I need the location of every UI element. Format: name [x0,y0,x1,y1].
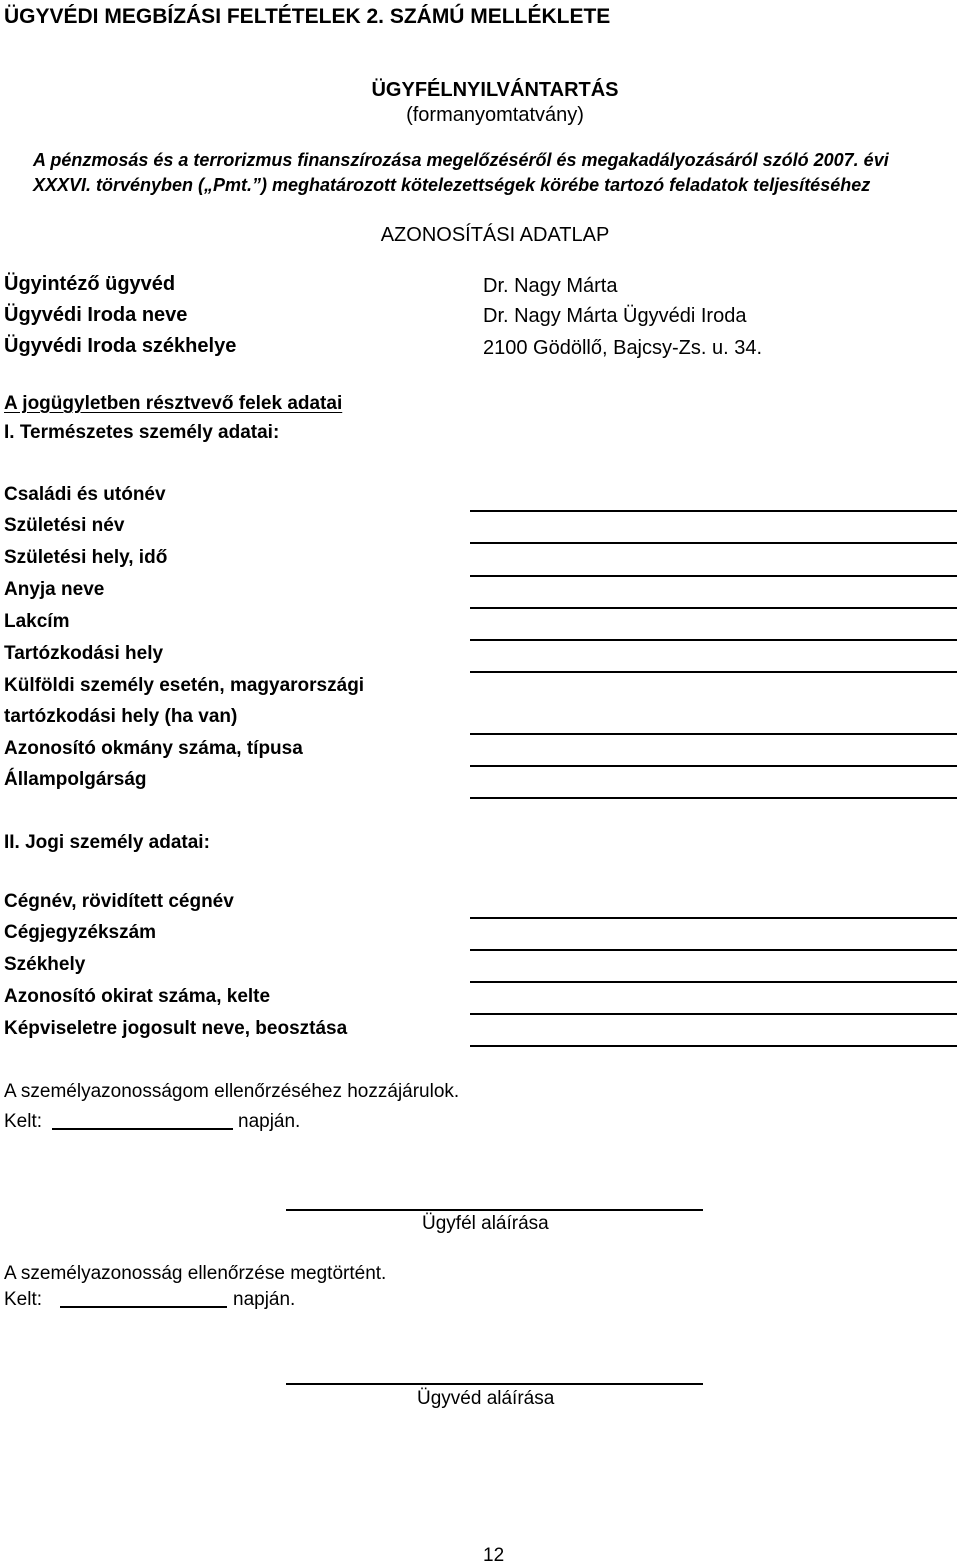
sheet-title: AZONOSÍTÁSI ADATLAP [380,224,610,246]
field-label-citizenship: Állampolgárság [4,769,147,790]
document-number-input-line[interactable] [470,1013,957,1015]
law-reference-line-1: A pénzmosás és a terrorizmus finanszírozása megelőzéséről és megakadályozásáról szóló 2007. évi [33,150,889,170]
registration-number-input-line[interactable] [470,949,957,951]
verification-date-input-line[interactable] [60,1306,227,1308]
field-label-birth-name: Születési név [4,515,125,536]
family-name-input-line[interactable] [470,510,957,512]
consent-dated-label: Kelt: [4,1111,43,1132]
office-value-name: Dr. Nagy Márta Ügyvédi Iroda [483,305,747,327]
page-number: 12 [483,1545,505,1566]
consent-text: A személyazonosságom ellenőrzéséhez hozzájárulok. [4,1081,460,1102]
field-label-birth-place-date: Születési hely, idő [4,547,168,568]
verification-text: A személyazonosság ellenőrzése megtörtént. [4,1263,387,1284]
field-label-foreign-residence-line-2: tartózkodási hely (ha van) [4,706,238,727]
office-value-seat: 2100 Gödöllő, Bajcsy-Zs. u. 34. [483,337,763,359]
mother-name-input-line[interactable] [470,607,957,609]
consent-date-input-line[interactable] [52,1128,233,1130]
company-name-input-line[interactable] [470,917,957,919]
id-document-input-line[interactable] [470,765,957,767]
field-label-representative: Képviseletre jogosult neve, beosztása [4,1018,348,1039]
field-label-family-name: Családi és utónév [4,484,166,505]
natural-person-heading: I. Természetes személy adatai: [4,422,280,443]
field-label-seat: Székhely [4,954,86,975]
field-label-mother-name: Anyja neve [4,579,105,600]
verification-dated-label: Kelt: [4,1289,43,1310]
residence-input-line[interactable] [470,671,957,673]
document-header: ÜGYVÉDI MEGBÍZÁSI FELTÉTELEK 2. SZÁMÚ MELLÉKLETE [4,5,611,28]
office-label-lawyer: Ügyintéző ügyvéd [4,273,176,295]
client-signature-line[interactable] [286,1209,703,1211]
representative-input-line[interactable] [470,1045,957,1047]
birth-name-input-line[interactable] [470,542,957,544]
form-subtitle: (formanyomtatvány) [406,104,584,126]
lawyer-signature-line[interactable] [286,1383,703,1385]
parties-heading: A jogügyletben résztvevő felek adatai [4,393,343,414]
verification-dated-suffix: napján. [233,1289,296,1310]
field-label-residence: Tartózkodási hely [4,643,164,664]
address-input-line[interactable] [470,639,957,641]
field-label-foreign-residence-line-1: Külföldi személy esetén, magyarországi [4,675,365,696]
citizenship-input-line[interactable] [470,797,957,799]
consent-dated-suffix: napján. [238,1111,301,1132]
office-value-lawyer: Dr. Nagy Márta [483,275,618,297]
legal-person-heading: II. Jogi személy adatai: [4,832,210,853]
client-signature-label: Ügyfél aláírása [422,1213,549,1234]
birth-place-date-input-line[interactable] [470,575,957,577]
foreign-residence-input-line[interactable] [470,733,957,735]
field-label-id-document: Azonosító okmány száma, típusa [4,738,303,759]
office-label-seat: Ügyvédi Iroda székhelye [4,335,237,357]
field-label-company-name: Cégnév, rövidített cégnév [4,891,234,912]
seat-input-line[interactable] [470,981,957,983]
office-label-name: Ügyvédi Iroda neve [4,304,188,326]
lawyer-signature-label: Ügyvéd aláírása [417,1388,555,1409]
form-title: ÜGYFÉLNYILVÁNTARTÁS [371,79,619,101]
field-label-address: Lakcím [4,611,70,632]
field-label-document-number: Azonosító okirat száma, kelte [4,986,271,1007]
field-label-registration-number: Cégjegyzékszám [4,922,157,943]
law-reference-line-2: XXXVI. törvényben („Pmt.”) meghatározott kötelezettségek körébe tartozó feladatok teljesítéséhez [33,175,871,195]
